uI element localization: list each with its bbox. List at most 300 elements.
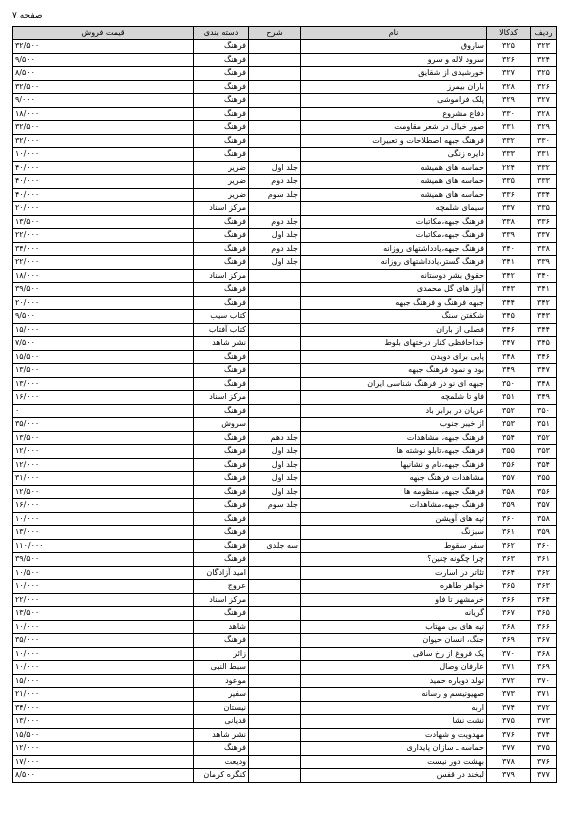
page-title: صفحه ۷ — [12, 11, 43, 21]
item-code: ۳۶۷ — [487, 607, 531, 621]
item-category: مرکز اسناد — [194, 269, 249, 283]
item-price: ۳۴/۰۰۰ — [13, 242, 194, 256]
table-row — [13, 148, 557, 162]
item-name: حقوق بشر دوستانه — [301, 269, 487, 283]
header-category: دسته بندی — [194, 27, 249, 40]
item-code: ۳۲۷ — [487, 67, 531, 81]
item-description: جلد دوم — [249, 175, 301, 189]
table-row — [13, 553, 557, 567]
item-name: خرمشهر تا فاو — [301, 593, 487, 607]
item-code: ۳۷۹ — [487, 769, 531, 783]
row-number: ۳۶۲ — [531, 566, 557, 580]
item-name: مهدویت و شهادت — [301, 728, 487, 742]
header-description: شرح — [249, 27, 301, 40]
item-category: فرهنگ — [194, 134, 249, 148]
item-name: بود و نمود فرهنگ جبهه — [301, 364, 487, 378]
row-number: ۳۳۷ — [531, 229, 557, 243]
item-description: سه جلدی — [249, 539, 301, 553]
item-name: فرهنگ جبهه،مشاهدات — [301, 499, 487, 513]
row-number: ۳۵۳ — [531, 445, 557, 459]
item-name: فرهنگ گستر،یادداشتهای روزانه — [301, 256, 487, 270]
item-category: فرهنگ — [194, 67, 249, 81]
item-description — [249, 566, 301, 580]
table-row — [13, 134, 557, 148]
row-number: ۳۴۷ — [531, 364, 557, 378]
item-code: ۳۵۳ — [487, 418, 531, 432]
row-number: ۳۳۰ — [531, 134, 557, 148]
table-row — [13, 418, 557, 432]
item-name: سفر سقوط — [301, 539, 487, 553]
item-code: ۳۶۳ — [487, 553, 531, 567]
table-row — [13, 634, 557, 648]
item-code: ۳۶۴ — [487, 566, 531, 580]
item-category: فرهنگ — [194, 80, 249, 94]
item-price: ۳۵/۰۰۰ — [13, 418, 194, 432]
item-category: فرهنگ — [194, 742, 249, 756]
table-row — [13, 107, 557, 121]
item-price: ۸/۵۰۰ — [13, 67, 194, 81]
item-code: ۳۳۳ — [487, 148, 531, 162]
item-category: شاهد — [194, 620, 249, 634]
item-price: ۱۳/۰۰۰ — [13, 526, 194, 540]
item-name: حماسه های همیشه — [301, 161, 487, 175]
table-row — [13, 404, 557, 418]
item-code: ۳۵۲ — [487, 404, 531, 418]
table-row — [13, 364, 557, 378]
row-number: ۳۳۵ — [531, 202, 557, 216]
item-description — [249, 323, 301, 337]
item-code: ۳۳۲ — [487, 134, 531, 148]
item-price: ۱۰/۰۰۰ — [13, 661, 194, 675]
item-name: از خیبر جنوب — [301, 418, 487, 432]
item-category: نیستان — [194, 701, 249, 715]
item-name: جنگ، انسان حیوان — [301, 634, 487, 648]
table-row — [13, 728, 557, 742]
item-description: جلد اول — [249, 472, 301, 486]
item-price: ۱۵/۵۰۰ — [13, 350, 194, 364]
row-number: ۳۴۶ — [531, 350, 557, 364]
item-category: فرهنگ — [194, 40, 249, 54]
table-row — [13, 391, 557, 405]
item-description — [249, 715, 301, 729]
table-row — [13, 283, 557, 297]
item-name: شکفتن سنگ — [301, 310, 487, 324]
item-description — [249, 580, 301, 594]
item-price: ۲۰/۰۰۰ — [13, 202, 194, 216]
item-price: ۳۵/۰۰۰ — [13, 634, 194, 648]
item-category: فرهنگ — [194, 499, 249, 513]
item-name: فرهنگ جبهه،یادداشتهای روزانه — [301, 242, 487, 256]
item-code: ۳۵۰ — [487, 377, 531, 391]
item-code: ۳۶۸ — [487, 620, 531, 634]
table-row — [13, 539, 557, 553]
item-category: کتاب آفتاب — [194, 323, 249, 337]
header-code: کدکالا — [487, 27, 531, 40]
item-code: ۳۵۱ — [487, 391, 531, 405]
item-code: ۳۳۶ — [487, 188, 531, 202]
item-code: ۳۴۲ — [487, 269, 531, 283]
table-row — [13, 161, 557, 175]
table-row — [13, 769, 557, 783]
item-category: فرهنگ — [194, 364, 249, 378]
item-code: ۳۷۵ — [487, 715, 531, 729]
item-code: ۳۵۸ — [487, 485, 531, 499]
item-category: مرکز اسناد — [194, 391, 249, 405]
item-description: جلد دهم — [249, 431, 301, 445]
table-row — [13, 67, 557, 81]
item-name: عارفان وصال — [301, 661, 487, 675]
item-price: ۳۴/۰۰۰ — [13, 701, 194, 715]
row-number: ۳۷۶ — [531, 755, 557, 769]
item-price: ۱۳/۵۰۰ — [13, 364, 194, 378]
table-row — [13, 526, 557, 540]
table-row — [13, 94, 557, 108]
item-code: ۳۴۵ — [487, 310, 531, 324]
table-header-row — [13, 27, 557, 40]
item-description — [249, 296, 301, 310]
item-code: ۳۶۲ — [487, 539, 531, 553]
table-row — [13, 458, 557, 472]
item-price: ۴۰/۰۰۰ — [13, 161, 194, 175]
item-name: حماسه های همیشه — [301, 175, 487, 189]
item-code: ۳۵۵ — [487, 445, 531, 459]
item-category: فرهنگ — [194, 539, 249, 553]
item-price: ۱۳/۵۰۰ — [13, 607, 194, 621]
item-name: فرهنگ جبهه،مکاتبات — [301, 215, 487, 229]
item-code: ۳۶۹ — [487, 634, 531, 648]
item-description — [249, 364, 301, 378]
item-name: فرهنگ جبهه،نام و نشانیها — [301, 458, 487, 472]
item-category: فرهنگ — [194, 350, 249, 364]
row-number: ۳۷۳ — [531, 715, 557, 729]
item-category: فرهنگ — [194, 215, 249, 229]
item-code: ۳۶۱ — [487, 526, 531, 540]
row-number: ۳۳۲ — [531, 161, 557, 175]
item-price: ۳۲/۰۰۰ — [13, 134, 194, 148]
item-description: جلد اول — [249, 445, 301, 459]
item-price: ۱۰/۵۰۰ — [13, 566, 194, 580]
row-number: ۳۴۹ — [531, 391, 557, 405]
item-name: ساروق — [301, 40, 487, 54]
row-number: ۳۳۶ — [531, 215, 557, 229]
item-description — [249, 53, 301, 67]
item-code: ۳۵۷ — [487, 472, 531, 486]
item-name: تپه های آویشن — [301, 512, 487, 526]
item-category: سروش — [194, 418, 249, 432]
item-description — [249, 701, 301, 715]
table-row — [13, 512, 557, 526]
item-code: ۳۷۳ — [487, 688, 531, 702]
item-description: جلد اول — [249, 458, 301, 472]
item-code: ۳۶۰ — [487, 512, 531, 526]
item-category: عروج — [194, 580, 249, 594]
table-row — [13, 499, 557, 513]
item-price: ۹/۰۰۰ — [13, 94, 194, 108]
item-code: ۳۲۹ — [487, 94, 531, 108]
item-category: فرهنگ — [194, 553, 249, 567]
item-description: جلد اول — [249, 161, 301, 175]
item-description — [249, 404, 301, 418]
row-number: ۳۷۵ — [531, 742, 557, 756]
item-category: مرکز اسناد — [194, 202, 249, 216]
item-price: ۳۲/۵۰۰ — [13, 121, 194, 135]
item-code: ۳۳۱ — [487, 121, 531, 135]
table-row — [13, 188, 557, 202]
item-price: ۱۰/۰۰۰ — [13, 620, 194, 634]
row-number: ۳۶۹ — [531, 661, 557, 675]
item-price: ۳۱/۰۰۰ — [13, 472, 194, 486]
item-description — [249, 337, 301, 351]
item-description — [249, 647, 301, 661]
item-name: آواز های گل محمدی — [301, 283, 487, 297]
item-name: چرا چگونه چنین؟ — [301, 553, 487, 567]
header-name: نام — [301, 27, 487, 40]
item-category: فرهنگ — [194, 512, 249, 526]
item-description — [249, 377, 301, 391]
item-category: فرهنگ — [194, 296, 249, 310]
item-name: فرهنگ جبهه،تابلو نوشته ها — [301, 445, 487, 459]
item-name: سبزنگ — [301, 526, 487, 540]
item-code: ۳۴۶ — [487, 323, 531, 337]
item-price: ۱۱۰/۰۰۰ — [13, 539, 194, 553]
header-row-number: ردیف — [531, 27, 557, 40]
item-price: ۱۶/۰۰۰ — [13, 391, 194, 405]
item-price: ۲۱/۰۰۰ — [13, 688, 194, 702]
item-name: یک فروغ از رخ ساقی — [301, 647, 487, 661]
table-row — [13, 755, 557, 769]
item-price: ۱۳/۰۰۰ — [13, 377, 194, 391]
item-description: جلد دوم — [249, 242, 301, 256]
item-description — [249, 728, 301, 742]
item-category: فرهنگ — [194, 458, 249, 472]
row-number: ۳۳۹ — [531, 256, 557, 270]
table-row — [13, 296, 557, 310]
item-category: ودیعت — [194, 755, 249, 769]
item-description — [249, 688, 301, 702]
item-description — [249, 512, 301, 526]
item-category: فرهنگ — [194, 283, 249, 297]
item-price: ۱۲/۰۰۰ — [13, 742, 194, 756]
table-row — [13, 175, 557, 189]
table-row — [13, 688, 557, 702]
item-price: ۱۶/۰۰۰ — [13, 499, 194, 513]
item-description — [249, 310, 301, 324]
item-category: کتاب سیب — [194, 310, 249, 324]
table-row — [13, 566, 557, 580]
item-category: فرهنگ — [194, 53, 249, 67]
item-name: صور خیال در شعر مقاومت — [301, 121, 487, 135]
item-name: فصلی از باران — [301, 323, 487, 337]
item-category: فرهنگ — [194, 472, 249, 486]
row-number: ۳۵۲ — [531, 431, 557, 445]
item-price: ۳۹/۵۰۰ — [13, 553, 194, 567]
item-description: جلد سوم — [249, 499, 301, 513]
item-description — [249, 134, 301, 148]
item-description — [249, 202, 301, 216]
row-number: ۳۵۹ — [531, 526, 557, 540]
row-number: ۳۷۴ — [531, 728, 557, 742]
item-category: فرهنگ — [194, 256, 249, 270]
item-name: اربه — [301, 701, 487, 715]
item-price: ۱۲/۰۰۰ — [13, 445, 194, 459]
item-category: سبط النبی — [194, 661, 249, 675]
item-price: ۱۳/۰۰۰ — [13, 715, 194, 729]
table-row — [13, 256, 557, 270]
table-row — [13, 674, 557, 688]
item-category: موعود — [194, 674, 249, 688]
row-number: ۳۶۴ — [531, 593, 557, 607]
item-category: فرهنگ — [194, 229, 249, 243]
item-name: فرهنگ جبهه، منظومه ها — [301, 485, 487, 499]
row-number: ۳۵۰ — [531, 404, 557, 418]
item-name: فرهنگ جبهه،مکاتبات — [301, 229, 487, 243]
table-row — [13, 620, 557, 634]
table-row — [13, 580, 557, 594]
item-category: فرهنگ — [194, 431, 249, 445]
item-price: ۲۲/۰۰۰ — [13, 256, 194, 270]
table-row — [13, 53, 557, 67]
item-name: دایره زنگی — [301, 148, 487, 162]
item-name: خداحافظی کنار درختهای بلوط — [301, 337, 487, 351]
item-category: فرهنگ — [194, 148, 249, 162]
item-code: ۳۳۹ — [487, 229, 531, 243]
item-description — [249, 418, 301, 432]
item-description — [249, 769, 301, 783]
table-row — [13, 121, 557, 135]
item-price: ۱۲/۰۰۰ — [13, 458, 194, 472]
item-description — [249, 67, 301, 81]
item-price: ۷/۵۰۰ — [13, 337, 194, 351]
item-code: ۳۵۴ — [487, 431, 531, 445]
row-number: ۳۷۱ — [531, 688, 557, 702]
item-price: ۹/۵۰۰ — [13, 310, 194, 324]
item-price: ۱۳/۵۰۰ — [13, 431, 194, 445]
row-number: ۳۶۶ — [531, 620, 557, 634]
header-price: قیمت فروش — [13, 27, 194, 40]
item-price: ۱۵/۰۰۰ — [13, 323, 194, 337]
item-price: ۱۸/۰۰۰ — [13, 107, 194, 121]
item-price: ۱۳/۵۰۰ — [13, 215, 194, 229]
item-code: ۳۲۵ — [487, 40, 531, 54]
row-number: ۳۶۵ — [531, 607, 557, 621]
item-description: جلد دوم — [249, 215, 301, 229]
table-row — [13, 593, 557, 607]
item-code: ۳۷۲ — [487, 674, 531, 688]
item-name: فرهنگ جبهه، مشاهدات — [301, 431, 487, 445]
item-description — [249, 283, 301, 297]
item-category: فرهنگ — [194, 634, 249, 648]
item-name: لبخند در قفس — [301, 769, 487, 783]
item-category: ضریر — [194, 161, 249, 175]
row-number: ۳۳۸ — [531, 242, 557, 256]
item-price: ۱۰/۰۰۰ — [13, 580, 194, 594]
row-number: ۳۵۵ — [531, 472, 557, 486]
item-code: ۳۷۴ — [487, 701, 531, 715]
table-row — [13, 377, 557, 391]
item-name: سیمای شلمچه — [301, 202, 487, 216]
row-number: ۳۶۳ — [531, 580, 557, 594]
row-number: ۳۶۰ — [531, 539, 557, 553]
item-category: سفیر — [194, 688, 249, 702]
item-category: نشر شاهد — [194, 337, 249, 351]
item-code: ۳۲۸ — [487, 80, 531, 94]
item-name: خواهر طاهره — [301, 580, 487, 594]
table-row — [13, 715, 557, 729]
item-name: تپه های بی مهتاب — [301, 620, 487, 634]
item-price: ۲۰/۰۰۰ — [13, 296, 194, 310]
item-name: پلک فراموشی — [301, 94, 487, 108]
item-name: سرود لاله و سرو — [301, 53, 487, 67]
item-description — [249, 526, 301, 540]
item-price: ۱۲/۵۰۰ — [13, 485, 194, 499]
row-number: ۳۴۴ — [531, 323, 557, 337]
item-category: ضریر — [194, 175, 249, 189]
table-row — [13, 431, 557, 445]
row-number: ۳۲۸ — [531, 107, 557, 121]
row-number: ۳۵۸ — [531, 512, 557, 526]
item-name: خورشیدی از شقایق — [301, 67, 487, 81]
item-name: حماسه ـ سازان پایداری — [301, 742, 487, 756]
item-description — [249, 148, 301, 162]
item-category: امید آزادگان — [194, 566, 249, 580]
row-number: ۳۲۴ — [531, 53, 557, 67]
table-row — [13, 445, 557, 459]
row-number: ۳۳۴ — [531, 188, 557, 202]
table-row — [13, 229, 557, 243]
row-number: ۳۴۲ — [531, 296, 557, 310]
table-row — [13, 485, 557, 499]
item-code: ۳۷۰ — [487, 647, 531, 661]
row-number: ۳۷۰ — [531, 674, 557, 688]
item-code: ۳۴۹ — [487, 364, 531, 378]
item-price: ۱۰/۰۰۰ — [13, 512, 194, 526]
item-code: ۳۴۴ — [487, 296, 531, 310]
table-row — [13, 661, 557, 675]
item-price: ۳۲/۵۰۰ — [13, 80, 194, 94]
item-category: فرهنگ — [194, 94, 249, 108]
row-number: ۳۲۵ — [531, 67, 557, 81]
item-name: جبهه ای نو در فرهنگ شناسی ایران — [301, 377, 487, 391]
item-code: ۲۲۴ — [487, 161, 531, 175]
item-description — [249, 607, 301, 621]
table-row — [13, 310, 557, 324]
item-price: ۲۲/۰۰۰ — [13, 593, 194, 607]
item-category: فرهنگ — [194, 121, 249, 135]
item-price: ۱۷/۰۰۰ — [13, 755, 194, 769]
item-description — [249, 742, 301, 756]
item-price: ۱۰/۰۰۰ — [13, 647, 194, 661]
row-number: ۳۲۷ — [531, 94, 557, 108]
row-number: ۳۷۷ — [531, 769, 557, 783]
table-row — [13, 607, 557, 621]
item-code: ۳۳۷ — [487, 202, 531, 216]
item-description — [249, 674, 301, 688]
item-code: ۳۷۱ — [487, 661, 531, 675]
row-number: ۳۲۹ — [531, 121, 557, 135]
item-code: ۳۳۰ — [487, 107, 531, 121]
item-name: دفاع مشروع — [301, 107, 487, 121]
item-name: باران بیمرز — [301, 80, 487, 94]
price-list-table — [12, 26, 557, 783]
item-description — [249, 634, 301, 648]
item-name: تئاتر در اسارت — [301, 566, 487, 580]
item-description: جلد اول — [249, 229, 301, 243]
table-row — [13, 80, 557, 94]
item-code: ۳۴۰ — [487, 242, 531, 256]
item-code: ۳۳۵ — [487, 175, 531, 189]
item-description: جلد اول — [249, 485, 301, 499]
item-description — [249, 121, 301, 135]
